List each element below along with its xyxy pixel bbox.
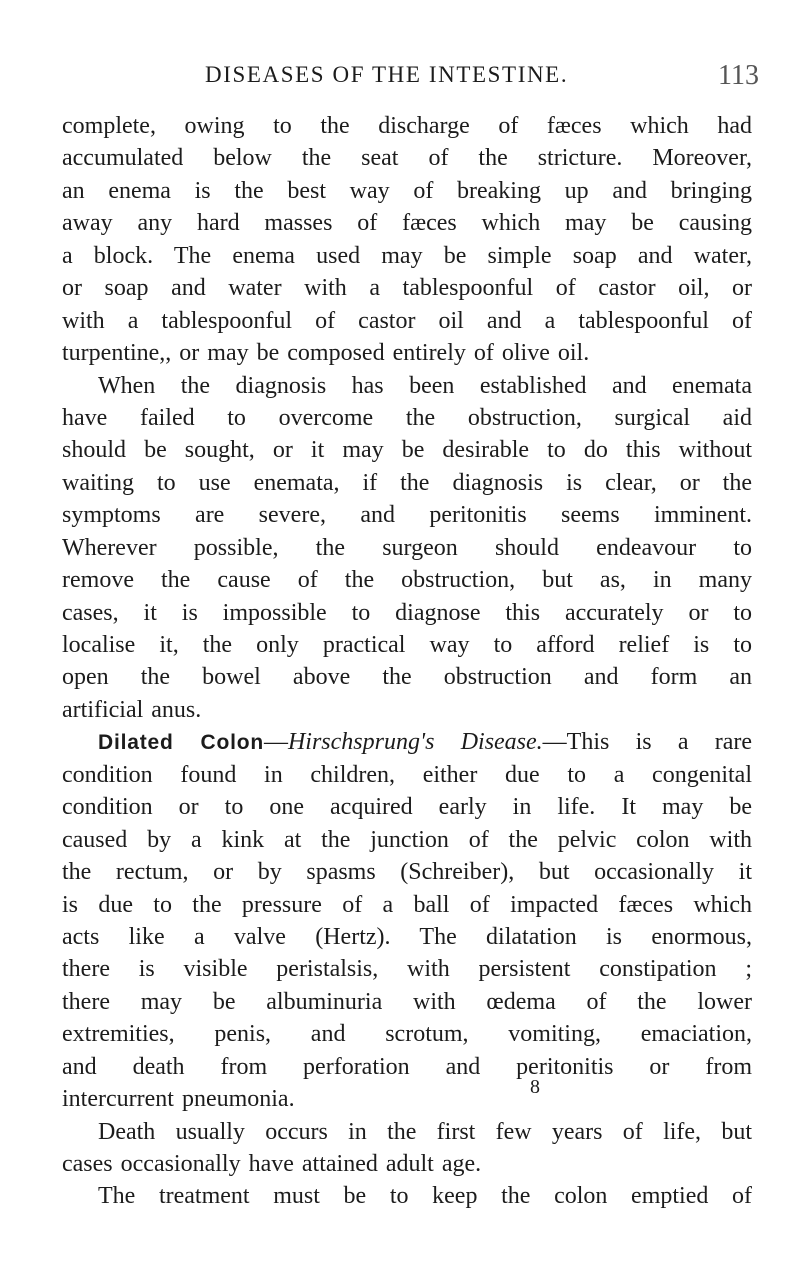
body-text	[62, 110, 752, 1213]
text-line: a block. The enema used may be simple soap and water,	[62, 242, 752, 269]
text-line: extremities, penis, and scrotum, vomiting, emaciation,	[62, 1021, 752, 1048]
text-line: acts like a valve (Hertz). The dilatation is enormous,	[62, 923, 752, 950]
running-head	[0, 60, 800, 100]
text-line: symptoms are severe, and peritonitis seems imminent.	[62, 502, 752, 529]
text-line: is due to the pressure of a ball of impacted fæces which	[62, 891, 752, 918]
text-line: cases occasionally have attained adult age.	[62, 1151, 482, 1177]
text-line: remove the cause of the obstruction, but as, in many	[62, 567, 752, 594]
text-line: or soap and water with a tablespoonful of castor oil, or	[62, 275, 752, 302]
text-line: When the diagnosis has been established and enemata	[98, 372, 752, 399]
text-line: and death from perforation and peritonitis or from	[62, 1053, 752, 1080]
section-first-line	[62, 726, 752, 758]
text-line: caused by a kink at the junction of the pelvic colon with	[62, 826, 752, 853]
text-line: there is visible peristalsis, with persistent constipation ;	[62, 956, 752, 983]
text-line: Death usually occurs in the first few years of life, but	[98, 1118, 752, 1145]
text-line: accumulated below the seat of the stricture. Moreover,	[62, 145, 752, 172]
text-line: an enema is the best way of breaking up and bringing	[62, 177, 752, 204]
text-line: condition or to one acquired early in life. It may be	[62, 794, 752, 821]
text-line: complete, owing to the discharge of fæces which had	[62, 113, 752, 139]
text-line: intercurrent pneumonia.	[62, 1086, 295, 1113]
text-line: waiting to use enemata, if the diagnosis is clear, or the	[62, 469, 752, 496]
text-line: there may be albuminuria with œdema of the lower	[62, 988, 752, 1015]
text-line: condition found in children, either due to a congenital	[62, 761, 752, 788]
text-line: away any hard masses of fæces which may be causing	[62, 210, 752, 237]
text-line: cases, it is impossible to diagnose this accurately or to	[62, 599, 752, 626]
signature-mark-number: 8	[530, 1076, 540, 1098]
section-heading-dash: —	[263, 729, 288, 756]
text-line: should be sought, or it may be desirable to do this without	[62, 437, 752, 464]
text-line: Wherever possible, the surgeon should endeavour to	[62, 534, 752, 561]
section-heading: Dilated Colon	[98, 731, 264, 755]
text-line: open the bowel above the obstruction and form an	[62, 664, 752, 691]
page-number: 113	[718, 60, 759, 91]
section-subtitle: Hirschsprung's Disease.	[287, 729, 543, 756]
text-line: the rectum, or by spasms (Schreiber), but occasionally it	[62, 859, 752, 886]
text-line: localise it, the only practical way to afford relief is to	[62, 632, 752, 658]
text-line: artificial anus.	[62, 696, 202, 723]
text-line: turpentine,, or may be composed entirely of olive oil.	[62, 340, 590, 367]
text-line: The treatment must be to keep the colon emptied of	[98, 1183, 752, 1210]
text-line: have failed to overcome the obstruction, surgical aid	[62, 404, 752, 431]
section-first-line-rest: —This is a rare	[542, 729, 752, 756]
running-title: DISEASES OF THE INTESTINE.	[205, 62, 569, 87]
text-line: with a tablespoonful of castor oil and a tablespoonful of	[62, 307, 752, 334]
